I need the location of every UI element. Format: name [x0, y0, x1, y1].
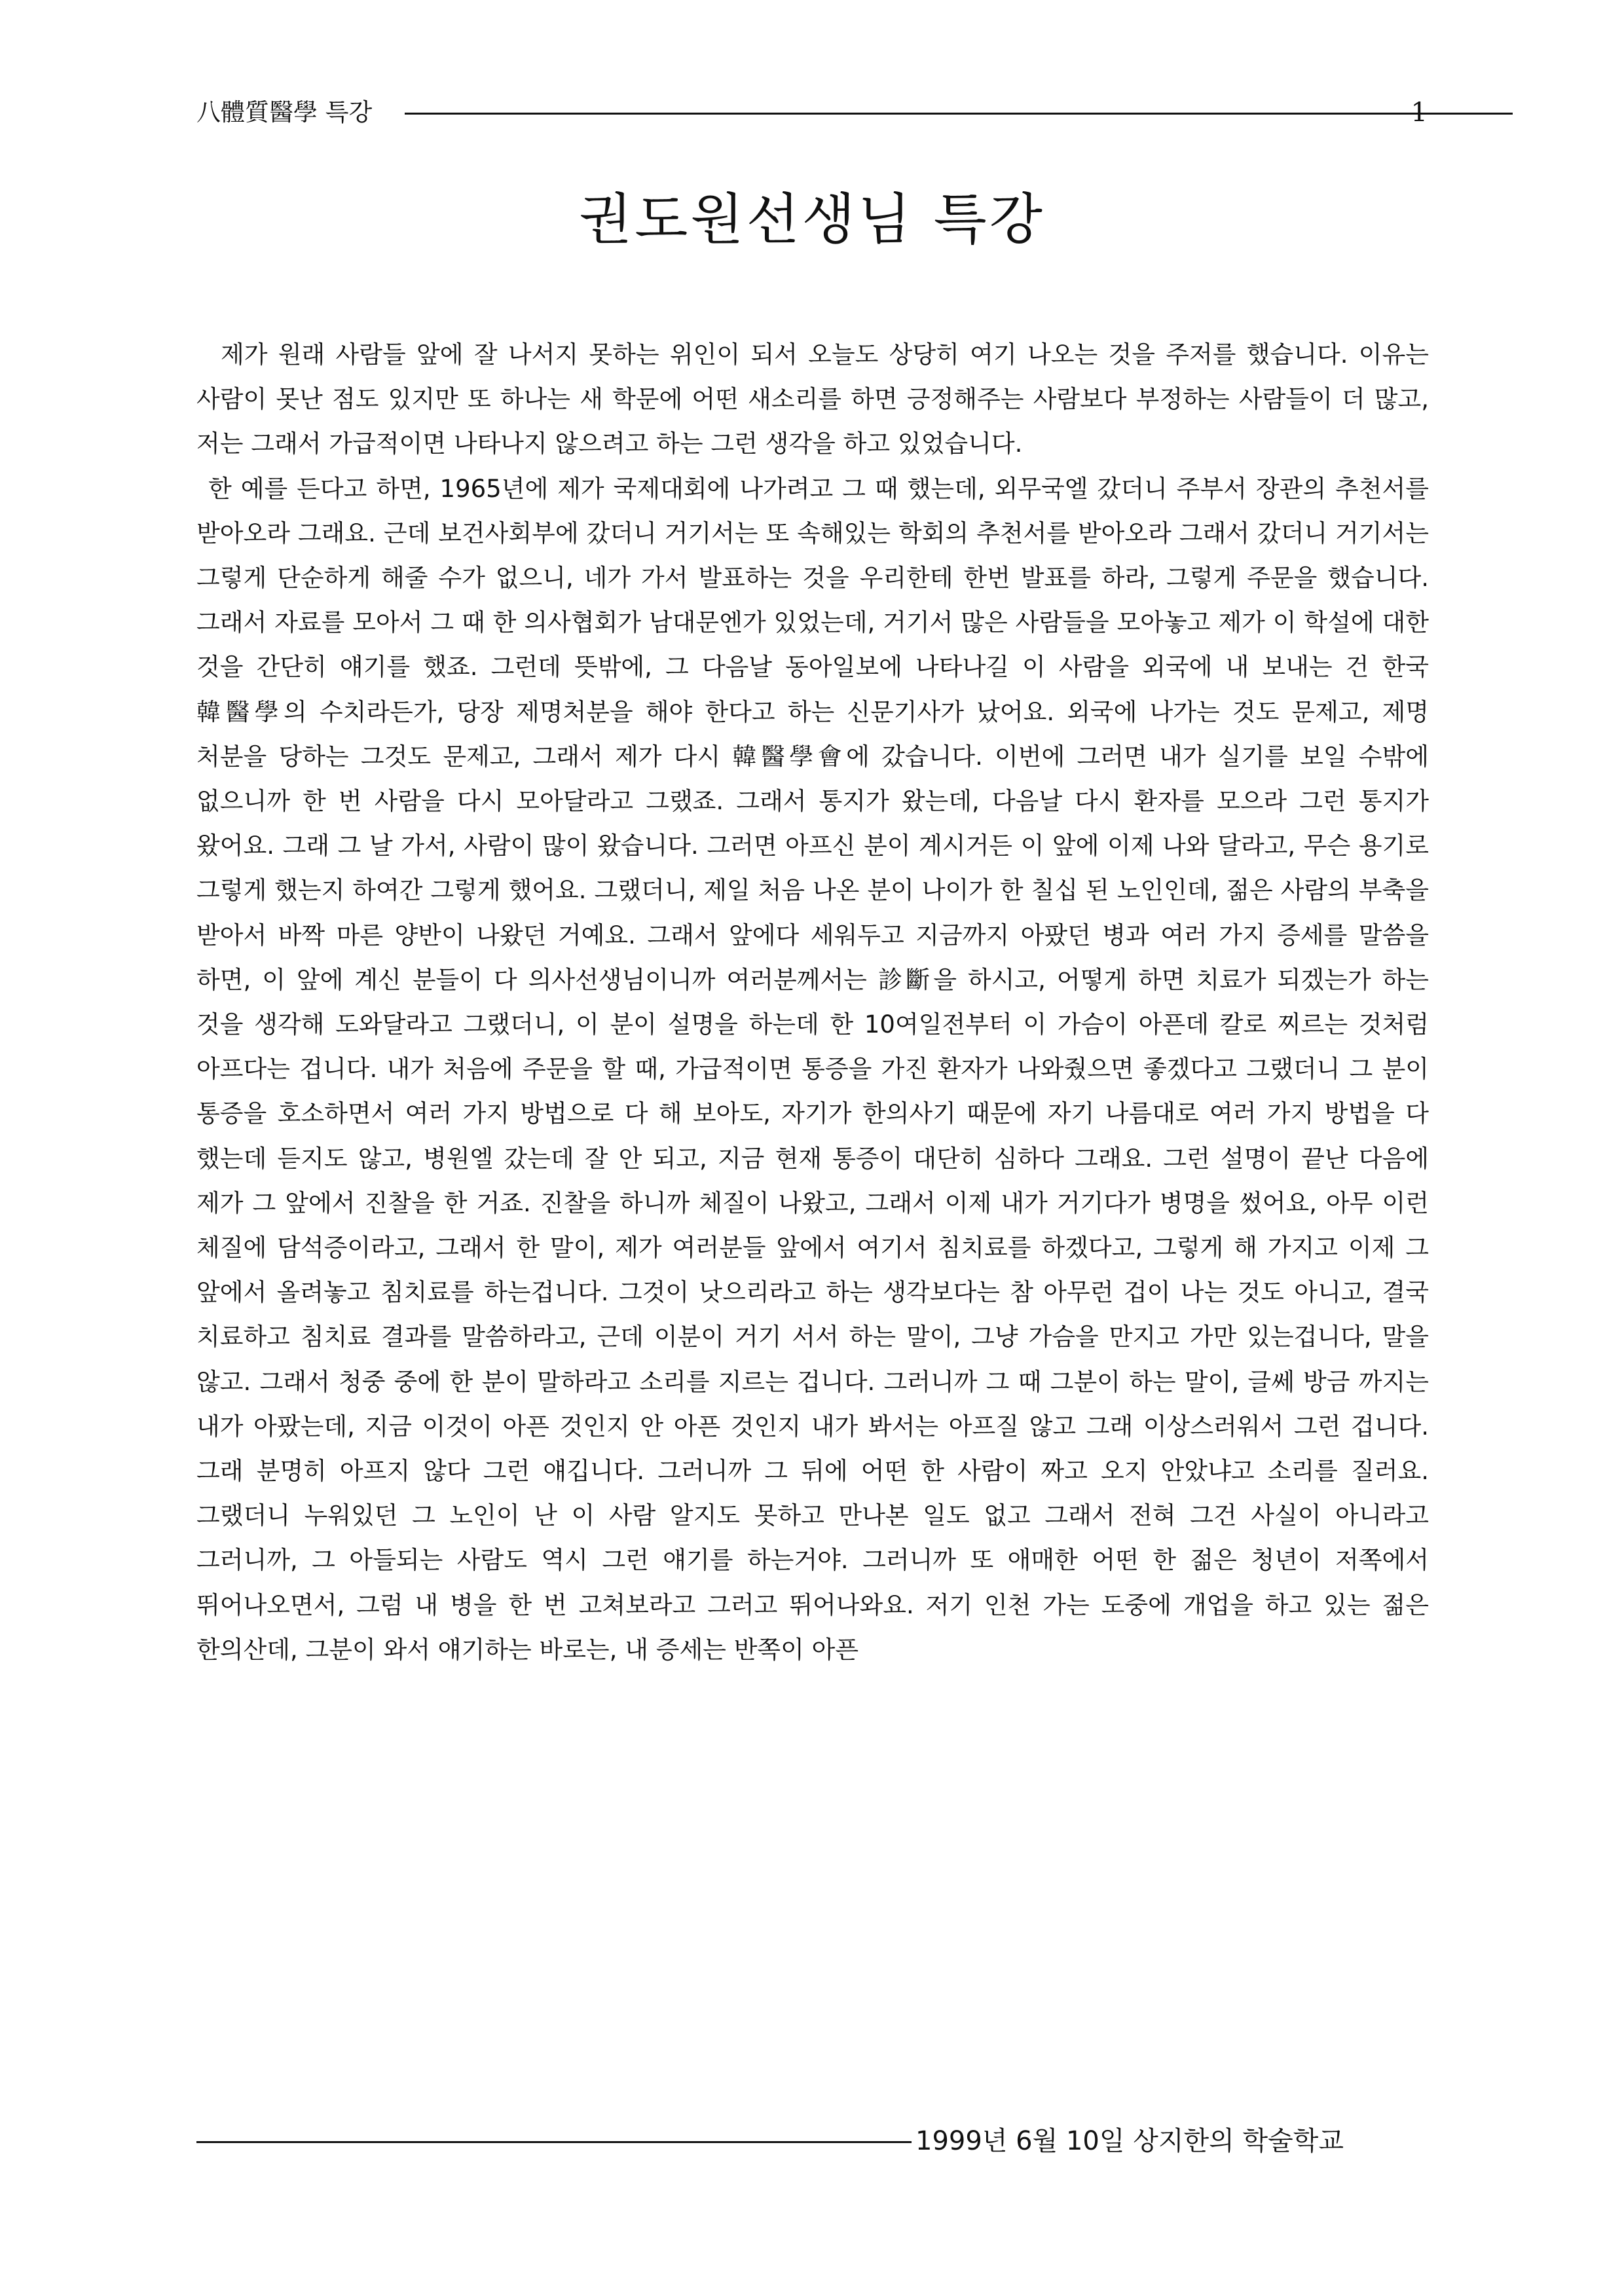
footer-rule: [196, 2141, 912, 2143]
paragraph-2: 한 예를 든다고 하면, 1965년에 제가 국제대회에 나가려고 그 때 했는데, 외무국엘 갔더니 주부서 장관의 추천서를 받아오라 그래요. 근데 보건사회부에 갔더니 거기서는 또 속해있는 학회의 추천서를 받아오라 그래서 갔더니 거기서는 그렇게 단순하게 해줄 수가 없으니, 네가 가서 발표하는 것을 우리한테 한번 발표를 하라, 그렇게 주문을 했습니다. 그래서 자료를 모아서 그 때 한 의사협회가 남대문엔가 있었는데, 거기서 많은 사람들을 모아놓고 제가 이 학설에 대한 것을 간단히 얘기를 했죠. 그런데 뜻밖에, 그 다음날 동아일보에 나타나길 이 사람을 외국에 내 보내는 건 한국 韓醫學의 수치라든가, 당장 제명처분을 해야 한다고 하는 신문기사가 났어요. 외국에 나가는 것도 문제고, 제명 처분을 당하는 그것도 문제고, 그래서 제가 다시 韓醫學會에 갔습니다. 이번에 그러면 내가 실기를 보일 수밖에 없으니까 한 번 사람을 다시 모아달라고 그랬죠. 그래서 통지가 왔는데, 다음날 다시 환자를 모으라 그런 통지가 왔어요. 그래 그 날 가서, 사람이 많이 왔습니다. 그러면 아프신 분이 계시거든 이 앞에 이제 나와 달라고, 무슨 용기로 그렇게 했는지 하여간 그렇게 했어요. 그랬더니, 제일 처음 나온 분이 나이가 한 칠십 된 노인인데, 젊은 사람의 부축을 받아서 바짝 마른 양반이 나왔던 거예요. 그래서 앞에다 세워두고 지금까지 아팠던 병과 여러 가지 증세를 말씀을 하면, 이 앞에 계신 분들이 다 의사선생님이니까 여러분께서는 診斷을 하시고, 어떻게 하면 치료가 되겠는가 하는 것을 생각해 도와달라고 그랬더니, 이 분이 설명을 하는데 한 10여일전부터 이 가슴이 아픈데 칼로 찌르는 것처럼 아프다는 겁니다. 내가 처음에 주문을 할 때, 가급적이면 통증을 가진 환자가 나와줬으면 좋겠다고 그랬더니 그 분이 통증을 호소하면서 여러 가지 방법으로 다 해 보아도, 자기가 한의사기 때문에 자기 나름대로 여러 가지 방법을 다 했는데 듣지도 않고, 병원엘 갔는데 잘 안 되고, 지금 현재 통증이 대단히 심하다 그래요. 그런 설명이 끝난 다음에 제가 그 앞에서 진찰을 한 거죠. 진찰을 하니까 체질이 나왔고, 그래서 이제 내가 거기다가 병명을 썼어요, 아무 이런 체질에 담석증이라고, 그래서 한 말이, 제가 여러분들 앞에서 여기서 침치료를 하겠다고, 그렇게 해 가지고 이제 그 앞에서 올려놓고 침치료를 하는겁니다. 그것이 낫으리라고 하는 생각보다는 참 아무런 겁이 나는 것도 아니고, 결국 치료하고 침치료 결과를 말씀하라고, 근데 이분이 거기 서서 하는 말이, 그냥 가슴을 만지고 가만 있는겁니다, 말을 않고. 그래서 청중 중에 한 분이 말하라고 소리를 지르는 겁니다. 그러니까 그 때 그분이 하는 말이, 글쎄 방금 까지는 내가 아팠는데, 지금 이것이 아픈 것인지 안 아픈 것인지 내가 봐서는 아프질 않고 그래 이상스러워서 그런 겁니다. 그래 분명히 아프지 않다 그런 얘깁니다. 그러니까 그 뒤에 어떤 한 사람이 짜고 오지 안았냐고 소리를 질러요. 그랬더니 누워있던 그 노인이 난 이 사람 알지도 못하고 만나본 일도 없고 그래서 전혀 그건 사실이 아니라고 그러니까, 그 아들되는 사람도 역시 그런 얘기를 하는거야. 그러니까 또 애매한 어떤 한 젊은 청년이 저쪽에서 뛰어나오면서, 그럼 내 병을 한 번 고쳐보라고 그러고 뛰어나와요. 저기 인천 가는 도중에 개업을 하고 있는 젊은 한의산데, 그분이 와서 얘기하는 바로는, 내 증세는 반쪽이 아픈: [196, 474, 1429, 1664]
paragraph-1: 제가 원래 사람들 앞에 잘 나서지 못하는 위인이 되서 오늘도 상당히 여기 나오는 것을 주저를 했습니다. 이유는 사람이 못난 점도 있지만 또 하나는 새 학문에 어떤 새소리를 하면 긍정해주는 사람보다 부정하는 사람들이 더 많고, 저는 그래서 가급적이면 나타나지 않으려고 하는 그런 생각을 하고 있었습니다.: [196, 340, 1429, 458]
document-body: [196, 333, 1429, 1672]
document-title: 권도원선생님 특강: [579, 187, 1045, 251]
page-footer: [196, 2121, 1401, 2161]
header-title: 八體質醫學 특강: [196, 98, 373, 126]
footer-text: 1999년 6월 10일 상지한의 학술학교: [915, 2126, 1344, 2156]
page-number: 1: [1411, 98, 1428, 128]
header-rule: [405, 113, 1513, 115]
page-header: [196, 93, 1428, 132]
